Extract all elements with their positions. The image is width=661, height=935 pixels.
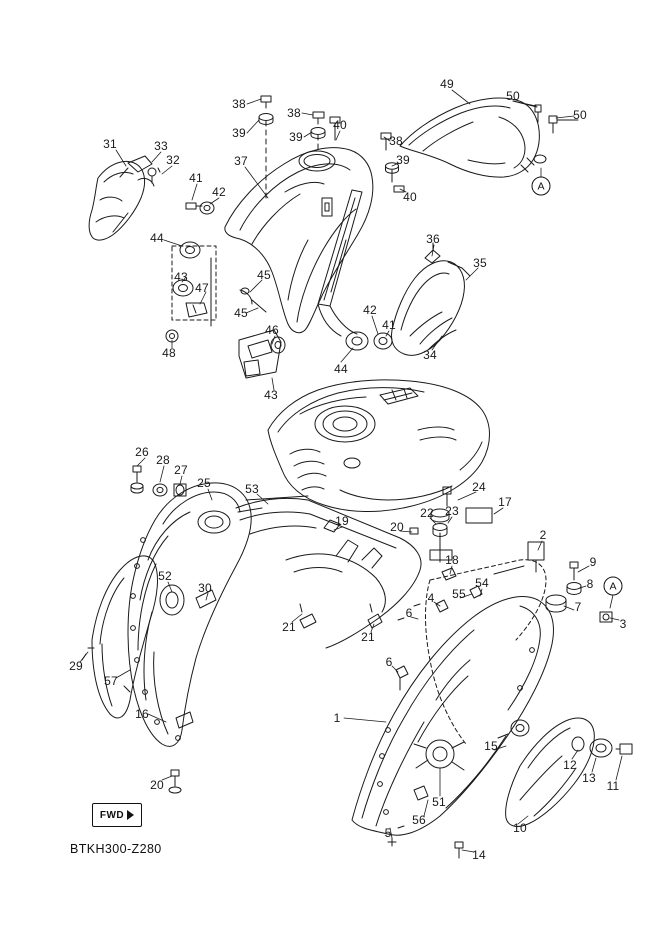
fwd-label: FWD — [99, 809, 125, 821]
callout-number-1: 1 — [333, 711, 341, 725]
callout-number-4: 4 — [427, 591, 435, 605]
callout-number-40: 40 — [403, 190, 417, 204]
callout-number-20: 20 — [390, 520, 404, 534]
callout-number-52: 52 — [158, 569, 172, 583]
fwd-direction-marker — [92, 803, 142, 827]
callout-number-22: 22 — [420, 506, 434, 520]
callout-number-19: 19 — [335, 514, 349, 528]
callout-number-28: 28 — [156, 453, 170, 467]
callout-number-41: 41 — [189, 171, 203, 185]
callout-number-37: 37 — [234, 154, 248, 168]
callout-number-26: 26 — [135, 445, 149, 459]
callout-number-46: 46 — [265, 323, 279, 337]
callout-number-8: 8 — [586, 577, 594, 591]
callout-number-44: 44 — [150, 231, 164, 245]
callout-number-21: 21 — [282, 620, 296, 634]
callout-number-10: 10 — [513, 821, 527, 835]
callout-number-55: 55 — [452, 587, 466, 601]
callout-number-48: 48 — [162, 346, 176, 360]
callout-number-53: 53 — [245, 482, 259, 496]
callout-number-54: 54 — [475, 576, 489, 590]
callout-number-38: 38 — [389, 134, 403, 148]
callout-number-38: 38 — [287, 106, 301, 120]
callout-number-32: 32 — [166, 153, 180, 167]
callout-number-39: 39 — [396, 153, 410, 167]
callout-number-57: 57 — [104, 674, 118, 688]
callout-number-50: 50 — [573, 108, 587, 122]
callout-number-7: 7 — [574, 600, 582, 614]
callout-number-3: 3 — [619, 617, 627, 631]
callout-number-30: 30 — [198, 581, 212, 595]
callout-number-51: 51 — [432, 795, 446, 809]
callout-number-11: 11 — [606, 779, 620, 793]
callout-number-56: 56 — [412, 813, 426, 827]
fwd-arrow-icon — [127, 810, 134, 820]
callout-number-15: 15 — [484, 739, 498, 753]
callout-number-27: 27 — [174, 463, 188, 477]
callout-number-9: 9 — [589, 555, 597, 569]
callout-number-13: 13 — [582, 771, 596, 785]
callout-number-45: 45 — [257, 268, 271, 282]
callout-number-39: 39 — [232, 126, 246, 140]
callout-number-31: 31 — [103, 137, 117, 151]
callout-number-6: 6 — [385, 655, 393, 669]
callout-number-24: 24 — [472, 480, 486, 494]
callout-number-40: 40 — [333, 118, 347, 132]
callout-number-47: 47 — [195, 281, 209, 295]
diagram-part-code: BTKH300-Z280 — [70, 842, 162, 856]
callout-number-44: 44 — [334, 362, 348, 376]
callout-number-39: 39 — [289, 130, 303, 144]
reference-mark-a: A — [604, 577, 623, 596]
callout-number-21: 21 — [361, 630, 375, 644]
callout-number-38: 38 — [232, 97, 246, 111]
callout-number-35: 35 — [473, 256, 487, 270]
callout-number-20: 20 — [150, 778, 164, 792]
callout-number-49: 49 — [440, 77, 454, 91]
reference-mark-a: A — [532, 177, 551, 196]
callout-number-42: 42 — [212, 185, 226, 199]
callout-number-2: 2 — [539, 528, 547, 542]
callout-number-43: 43 — [264, 388, 278, 402]
callout-number-34: 34 — [423, 348, 437, 362]
callout-number-29: 29 — [69, 659, 83, 673]
callout-number-18: 18 — [445, 553, 459, 567]
callout-number-42: 42 — [363, 303, 377, 317]
callout-number-12: 12 — [563, 758, 577, 772]
callout-number-16: 16 — [135, 707, 149, 721]
callout-number-41: 41 — [382, 318, 396, 332]
callout-number-17: 17 — [498, 495, 512, 509]
callout-number-33: 33 — [154, 139, 168, 153]
callout-number-45: 45 — [234, 306, 248, 320]
callout-number-6: 6 — [405, 606, 413, 620]
callout-number-43: 43 — [174, 270, 188, 284]
callout-number-14: 14 — [472, 848, 486, 862]
callout-number-25: 25 — [197, 476, 211, 490]
callout-number-36: 36 — [426, 232, 440, 246]
callout-number-5: 5 — [384, 826, 392, 840]
callout-number-23: 23 — [445, 504, 459, 518]
callout-number-50: 50 — [506, 89, 520, 103]
